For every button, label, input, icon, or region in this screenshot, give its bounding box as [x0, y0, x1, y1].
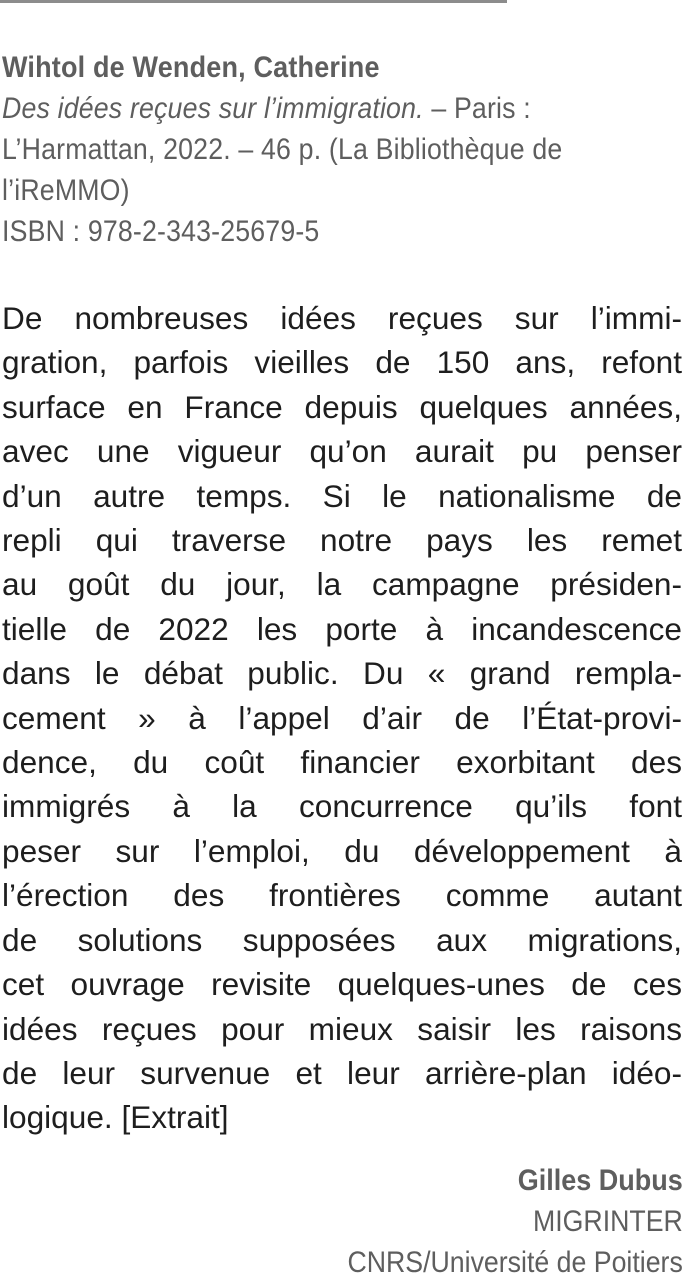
reference-title: Des idées reçues sur l’immigration. — [2, 92, 424, 125]
body-line: peser sur l’emploi, du développement à — [2, 832, 682, 869]
body-line: De nombreuses idées reçues sur l’immi- — [2, 300, 682, 336]
body-line: logique. [Extrait] — [2, 1099, 229, 1136]
reference-publisher: L’Harmattan, 2022. – 46 p. (La Bibliothèque de — [2, 133, 563, 166]
body-line: idées reçues pour mieux saisir les raisons — [2, 1010, 682, 1047]
body-line: dans le débat public. Du « grand rempla- — [2, 655, 682, 692]
bibliographic-reference — [2, 47, 684, 252]
reference-isbn: ISBN : 978-2-343-25679-5 — [2, 215, 320, 248]
body-line: de leur survenue et leur arrière-plan idéo- — [2, 1054, 682, 1091]
reference-author: Wihtol de Wenden, Catherine — [2, 51, 380, 84]
reviewer-affiliation-lab: MIGRINTER — [533, 1205, 683, 1238]
body-line: cement » à l’appel d’air de l’État-provi- — [2, 699, 682, 736]
body-line: l’érection des frontières comme autant — [2, 877, 682, 914]
body-line: immigrés à la concurrence qu’ils font — [2, 788, 682, 825]
body-line: repli qui traverse notre pays les remet — [2, 522, 682, 559]
body-line: au goût du jour, la campagne présiden- — [2, 566, 682, 603]
body-line: surface en France depuis quelques années, — [2, 388, 682, 425]
reference-place: – Paris : — [423, 92, 531, 125]
body-line: avec une vigueur qu’on aurait pu penser — [2, 433, 682, 470]
body-line: gration, parfois vieilles de 150 ans, refont — [2, 344, 682, 381]
top-divider-rule — [0, 0, 507, 3]
body-line: dence, du coût financier exorbitant des — [2, 744, 682, 781]
reviewer-name: Gilles Dubus — [517, 1164, 683, 1197]
reference-series: l’iReMMO) — [2, 174, 130, 207]
body-line: de solutions supposées aux migrations, — [2, 921, 682, 958]
review-body — [2, 296, 682, 1140]
body-line: d’un autre temps. Si le nationalisme de — [2, 477, 682, 514]
reference-title-line — [2, 88, 609, 129]
body-line: tielle de 2022 les porte à incandescence — [2, 610, 682, 647]
review-signature — [306, 1160, 683, 1283]
body-line: cet ouvrage revisite quelques-unes de ces — [2, 966, 682, 1003]
reviewer-affiliation-university: CNRS/Université de Poitiers — [347, 1246, 683, 1279]
